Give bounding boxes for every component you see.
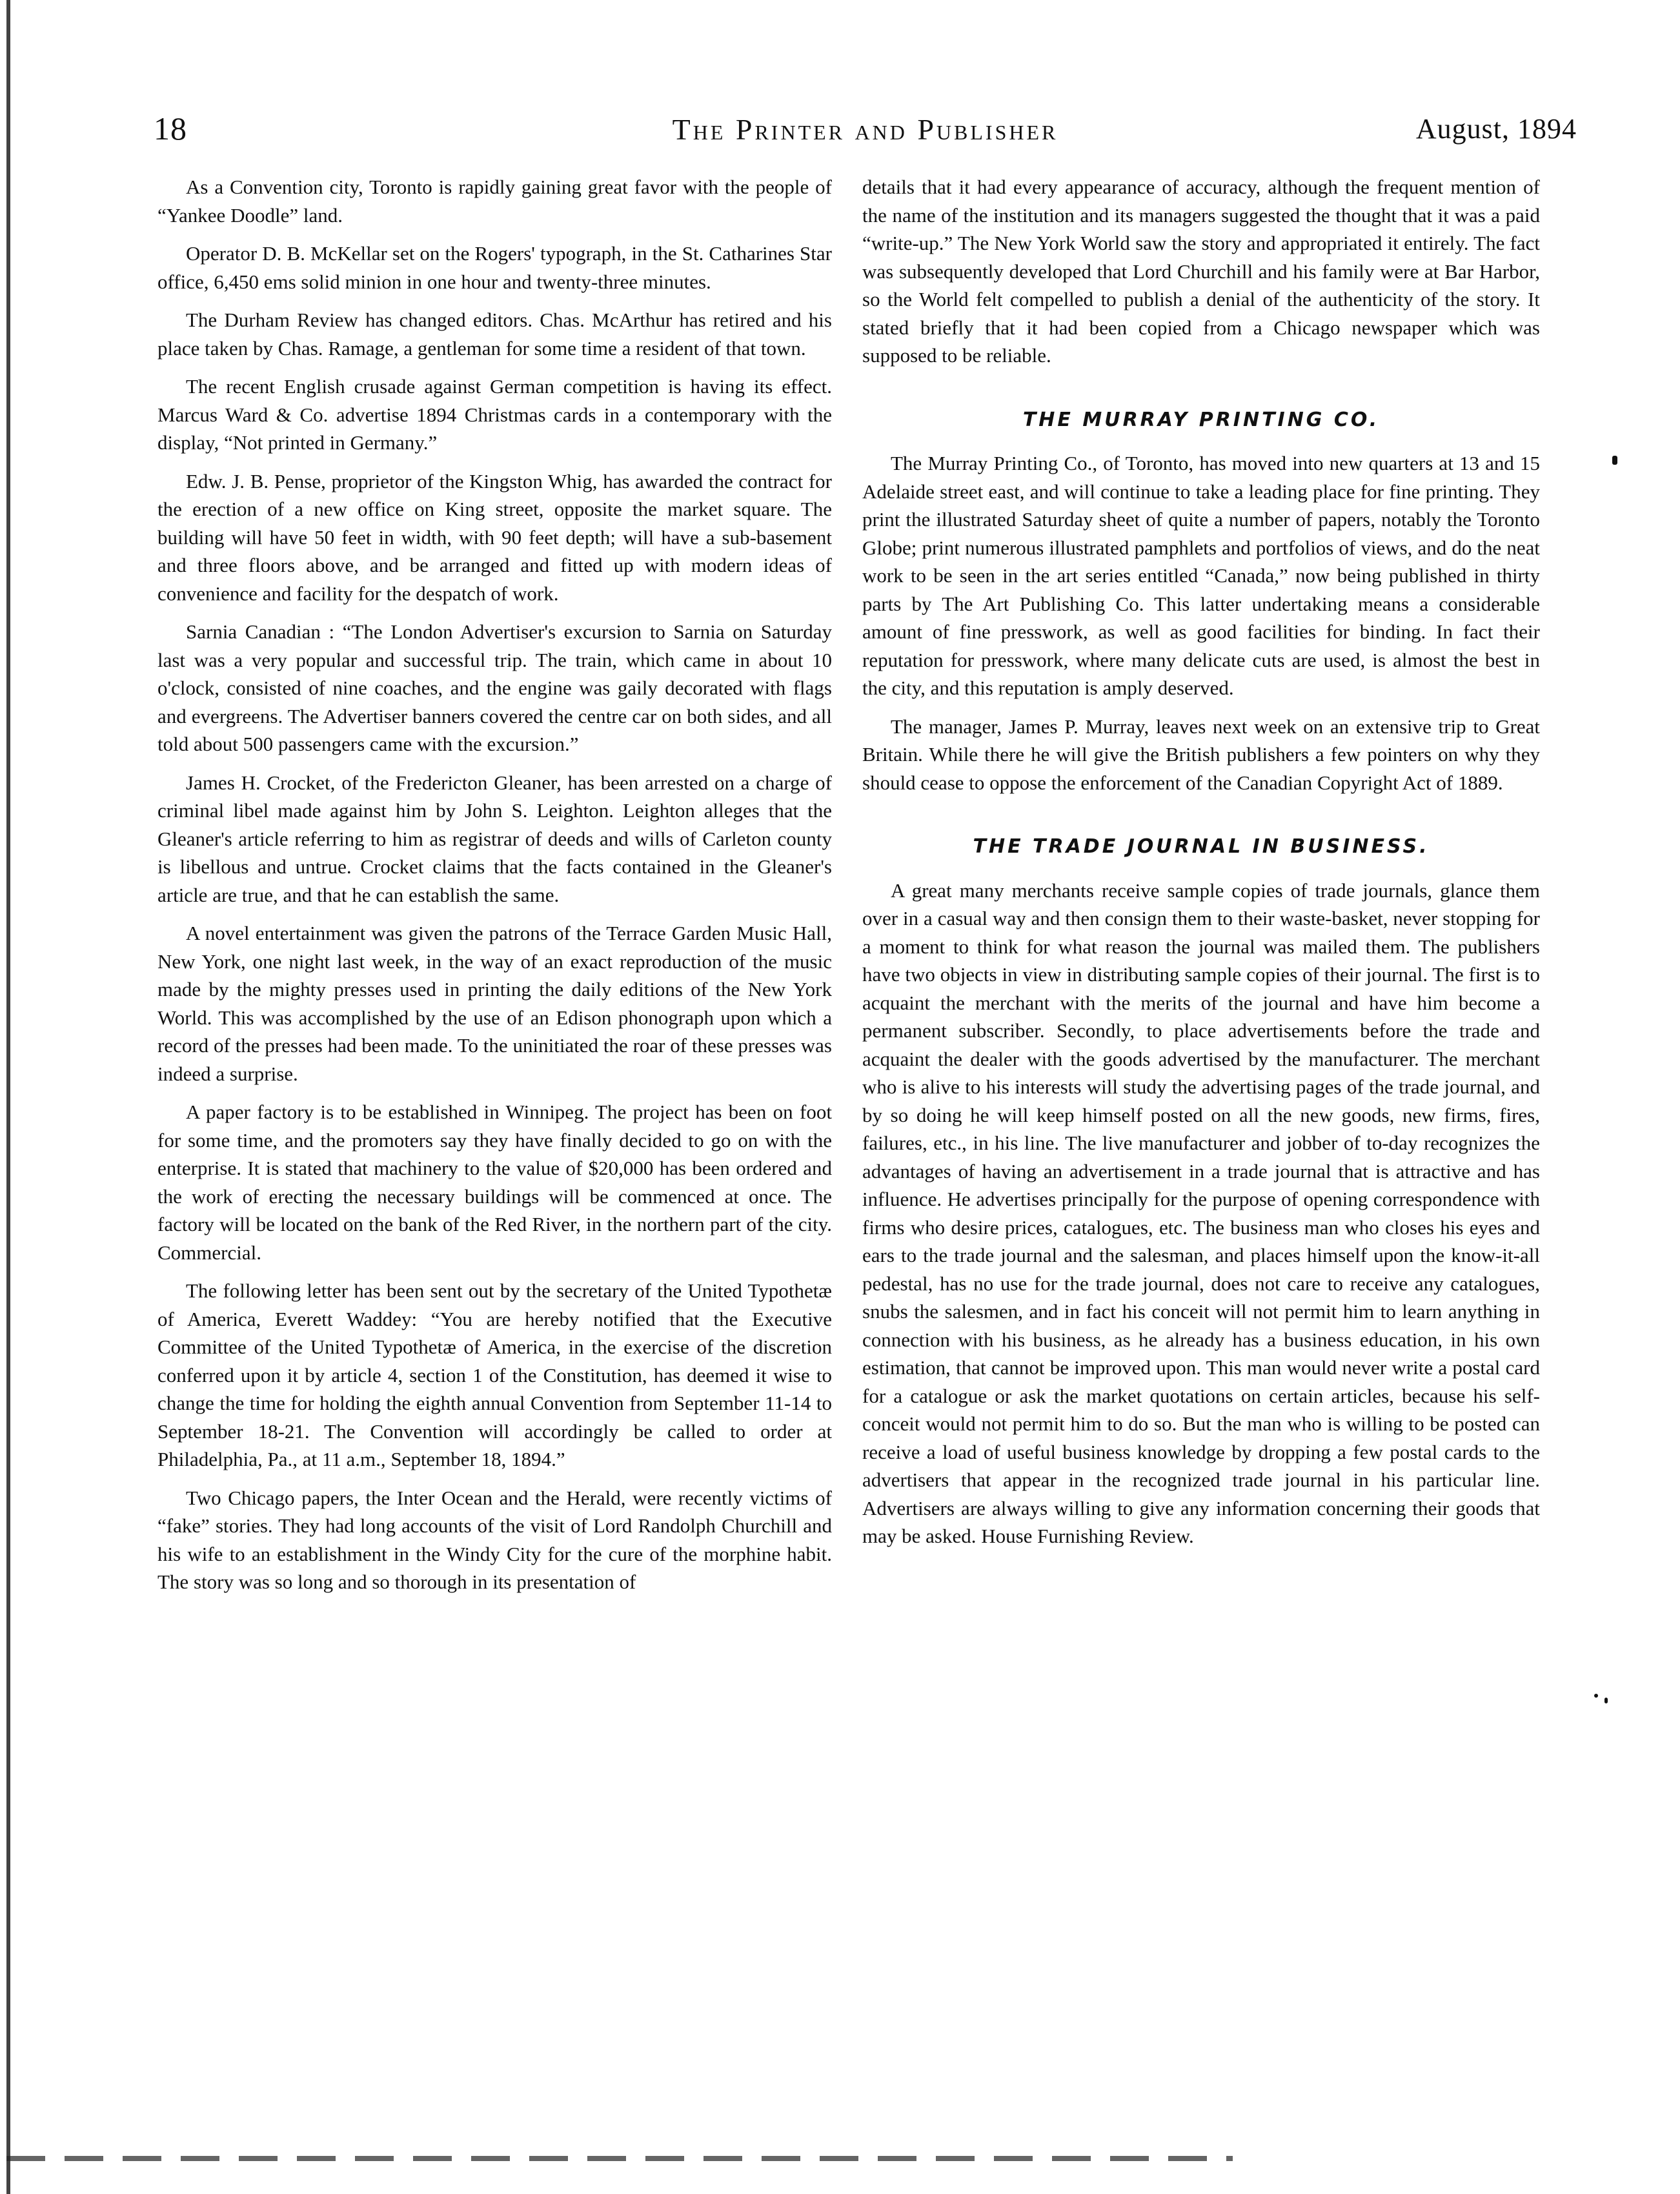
article-paragraph: The following letter has been sent out by the secretary of the United Typothetæ of America, Everett Waddey: “You are hereby notified that the Executive Committee of the United Typothetæ of America, in the exercise of the discretion conferred upon it by article 4, section 1 of the Constitution, has deemed it wise to change the time for holding the eighth annual Convention from September 11-14 to September 18-21. The Convention will accordingly be called to order at Philadelphia, Pa., at 11 a.m., September 18, 1894.” [157, 1279, 832, 1470]
ink-speck [1604, 1698, 1608, 1703]
article-paragraph: The manager, James P. Murray, leaves next week on an extensive trip to Great Britain. While there he will give the British publishers a few pointers on why they should cease to oppose the enforcement of the Canadian Copyright Act of 1889. [862, 715, 1540, 794]
article-paragraph: Sarnia Canadian : “The London Advertiser's excursion to Sarnia on Saturday last was a very popular and successful trip. The train, which came in about 10 o'clock, consisted of nine coaches, and the engine was gaily decorated with flags and evergreens. The Advertiser banners covered the centre car on both sides, and all told about 500 passengers came with the excursion.” [157, 620, 832, 755]
issue-date: August, 1894 [1415, 113, 1577, 145]
right-column [862, 173, 1540, 1561]
page-number: 18 [154, 110, 187, 147]
article-paragraph: Operator D. B. McKellar set on the Rogers' typograph, in the St. Catharines Star office, 6,450 ems solid minion in one hour and twenty-three minutes. [157, 242, 832, 293]
ink-speck [1612, 456, 1617, 465]
article-paragraph: A novel entertainment was given the patrons of the Terrace Garden Music Hall, New York, one night last week, in the way of an exact reproduction of the music made by the mighty presses used in printing the daily editions of the New York World. This was accomplished by the use of an Edison phonograph upon which a record of the presses had been made. To the uninitiated the roar of these presses was indeed a surprise. [157, 922, 832, 1085]
article-paragraph: As a Convention city, Toronto is rapidly gaining great favor with the people of “Yankee Doodle” land. [157, 176, 832, 227]
article-paragraph: James H. Crocket, of the Fredericton Gleaner, has been arrested on a charge of criminal libel made against him by John S. Leighton. Leighton alleges that the Gleaner's article referring to him as registrar of deeds and wills of Carleton county is libellous and untrue. Crocket claims that the facts contained in the Gleaner's article are true, and that he can establish the same. [157, 771, 832, 906]
binding-edge [6, 0, 10, 2194]
section-heading-trade-journal: THE TRADE JOURNAL IN BUSINESS. [973, 835, 1430, 858]
section-heading-murray: THE MURRAY PRINTING CO. [1022, 408, 1380, 431]
running-header [154, 110, 1577, 155]
article-paragraph: The Durham Review has changed editors. Chas. McArthur has retired and his place taken by Chas. Ramage, a gentleman for some time a resident of that town. [157, 309, 832, 360]
continued-paragraph: details that it had every appearance of accuracy, although the frequent mention of the name of the institution and its managers suggested the thought that it was a paid “write-up.” The New York World saw the story and appropriated it entirely. The fact was subsequently developed that Lord Churchill and his family were at Bar Harbor, so the World felt compelled to publish a denial of the authenticity of the story. It stated briefly that it had been copied from a Chicago newspaper which was supposed to be reliable. [862, 176, 1540, 367]
left-column [157, 173, 832, 1607]
article-paragraph: Edw. J. B. Pense, proprietor of the Kingston Whig, has awarded the contract for the erection of a new office on King street, opposite the market square. The building will have 50 feet in width, with 90 feet depth; will have a sub-basement and three floors above, and be arranged and fitted up with modern ideas of convenience and facility for the despatch of work. [157, 469, 832, 605]
article-paragraph: Two Chicago papers, the Inter Ocean and the Herald, were recently victims of “fake” stories. They had long accounts of the visit of Lord Randolph Churchill and his wife to an establishment in the Windy City for the cure of the morphine habit. The story was so long and so thorough in its presentation of [157, 1486, 832, 1593]
article-paragraph: A paper factory is to be established in Winnipeg. The project has been on foot for some time, and the promoters say they have finally decided to go on with the enterprise. It is stated that machinery to the value of $20,000 has been ordered and the work of erecting the necessary buildings will be commenced at once. The factory will be located on the bank of the Red River, in the northern part of the city. Commercial. [157, 1101, 832, 1264]
article-paragraph: The recent English crusade against German competition is having its effect. Marcus Ward & Co. advertise 1894 Christmas cards in a contemporary with the display, “Not printed in Germany.” [157, 375, 832, 454]
article-paragraph: A great many merchants receive sample copies of trade journals, glance them over in a casual way and then consign them to their waste-basket, never stopping for a moment to think for what reason the journal was mailed them. The publishers have two objects in view in distributing sample copies of their journal. The first is to acquaint the merchant with the merits of the journal and have him become a permanent subscriber. Secondly, to place advertisements before the trade and acquaint the dealer with the goods advertised by the manufacturer. The merchant who is alive to his interests will study the advertising pages of the trade journal, and by so doing he will keep himself posted on all the new goods, new firms, fires, failures, etc., in his line. The live manufacturer and jobber of to-day recognizes the advantages of having an advertisement in a trade journal that is attractive and has influence. He advertises principally for the purpose of opening correspondence with firms who desire prices, catalogues, etc. The business man who closes his eyes and ears to the trade journal and the salesman, and places himself upon the know-it-all pedestal, has no use for the trade journal, does not care to receive any catalogues, snubs the salesmen, and in fact his conceit will not permit him to learn anything in connection with his business, as he already has a business education, in his own estimation, that cannot be improved upon. This man would never write a postal card for a catalogue or ask the market quotations on certain articles, because his self-conceit would not permit him to do so. But the man who is willing to be posted can receive a load of useful business knowledge by dropping a few postal cards to the advertisers that appear in the recognized trade journal in his particular line. Advertisers are always willing to give any information concerning their goods that may be asked. House Furnishing Review. [862, 879, 1540, 1547]
article-paragraph: The Murray Printing Co., of Toronto, has moved into new quarters at 13 and 15 Adelaide street east, and will continue to take a leading place for fine printing. They print the illustrated Saturday sheet of quite a number of papers, notably the Toronto Globe; print numerous illustrated pamphlets and portfolios of views, and do the neat work to be seen in the art series entitled “Canada,” now being published in thirty parts by The Art Publishing Co. This latter undertaking means a considerable amount of fine presswork, as well as good facilities for binding. In fact their reputation for presswork, where many delicate cuts are used, is almost the best in the city, and this reputation is amply deserved. [862, 452, 1540, 699]
ink-speck [1594, 1694, 1598, 1698]
journal-title: The Printer and Publisher [672, 113, 1058, 146]
scan-edge-artifact [6, 2156, 1233, 2161]
